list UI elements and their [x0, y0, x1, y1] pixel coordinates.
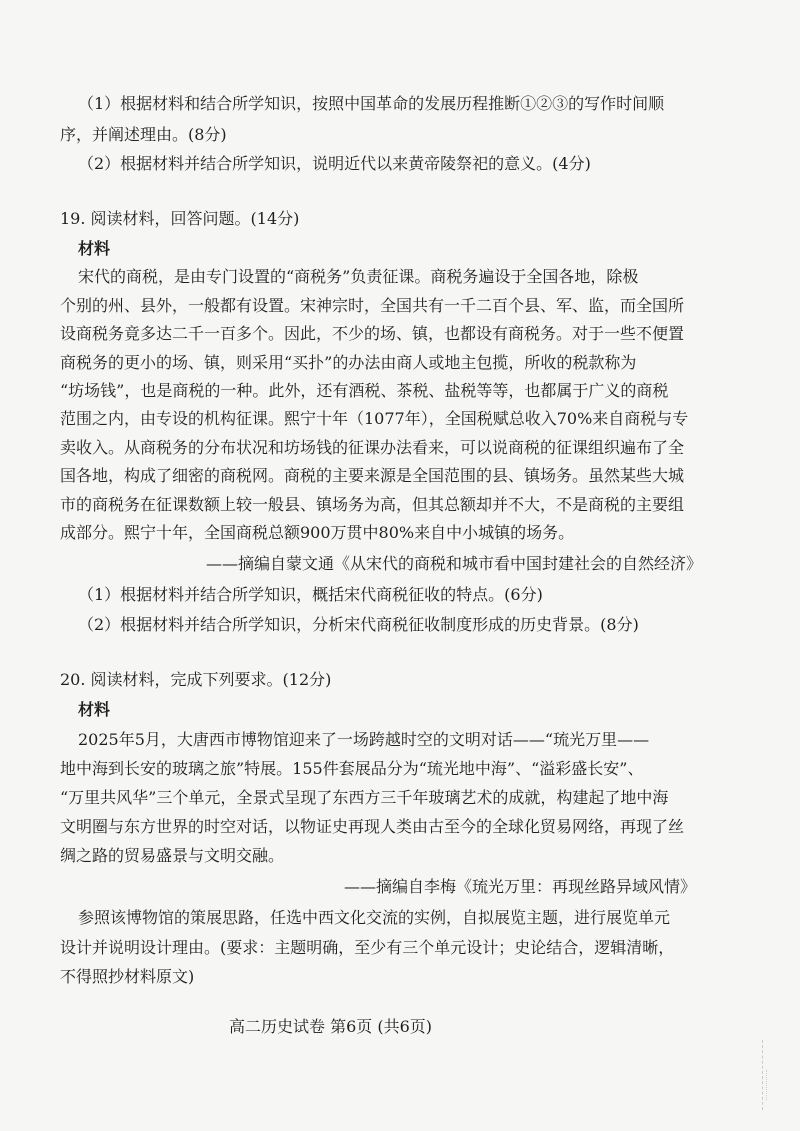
- q18-sub2: （2）根据材料并结合所学知识，说明近代以来黄帝陵祭祀的意义。(4分): [78, 154, 591, 173]
- q19-material-line: 市的商税务在征课数额上较一般县、镇场务为高，但其总额却并不大，不是商税的主要组: [60, 495, 685, 514]
- q20-source: ——摘编自李梅《琉光万里：再现丝路异域风情》: [344, 877, 697, 896]
- q20-task-line: 参照该博物馆的策展思路，任选中西文化交流的实例，自拟展览主题，进行展览单元: [78, 908, 671, 927]
- page-footer: 高二历史试卷 第6页 (共6页): [229, 1017, 433, 1036]
- q19-material-line: 成部分。熙宁十年，全国商税总额900万贯中80%来自中小城镇的场务。: [60, 523, 575, 542]
- q19-material-line: “坊场钱”，也是商税的一种。此外，还有酒税、茶税、盐税等等，也都属于广义的商税: [60, 381, 669, 400]
- q19-heading: 19. 阅读材料，回答问题。(14分): [60, 209, 300, 228]
- q20-material-line: 绸之路的贸易盛景与文明交融。: [60, 846, 285, 865]
- q20-material-line: 文明圈与东方世界的时空对话，以物证史再现人类由古至今的全球化贸易网络，再现了丝: [60, 817, 685, 836]
- binding-edge-mark: [766, 1070, 767, 1100]
- q20-task-line: 设计并说明设计理由。(要求：主题明确，至少有三个单元设计；史论结合，逻辑清晰，: [60, 938, 675, 957]
- q19-material-line: 宋代的商税，是由专门设置的“商税务”负责征课。商税务遍设于全国各地，除极: [78, 267, 639, 286]
- binding-edge-mark: [762, 1040, 763, 1110]
- q20-material-line: 2025年5月，大唐西市博物馆迎来了一场跨越时空的文明对话——“琉光万里——: [78, 730, 650, 749]
- q19-sub1: （1）根据材料并结合所学知识，概括宋代商税征收的特点。(6分): [78, 585, 543, 604]
- q19-sub2: （2）根据材料并结合所学知识，分析宋代商税征收制度形成的历史背景。(8分): [78, 615, 639, 634]
- q19-source: ——摘编自蒙文通《从宋代的商税和城市看中国封建社会的自然经济》: [206, 554, 703, 573]
- q18-sub1-line2: 序，并阐述理由。(8分): [60, 125, 227, 144]
- q19-material-line: 设商税务竟多达二千一百多个。因此，不少的场、镇，也都设有商税务。对于一些不便置: [60, 324, 685, 343]
- q19-material-line: 范围之内，由专设的机构征课。熙宁十年（1077年），全国税赋总收入70%来自商税与专: [60, 409, 689, 428]
- q19-material-line: 个别的州、县外，一般都有设置。宋神宗时，全国共有一千二百个县、军、监，而全国所: [60, 296, 685, 315]
- q20-material-line: “万里共风华”三个单元，全景式呈现了东西方三千年玻璃艺术的成就，构建起了地中海: [60, 788, 669, 807]
- q19-material-label: 材料: [78, 239, 111, 258]
- q20-heading: 20. 阅读材料，完成下列要求。(12分): [60, 670, 332, 689]
- q20-material-line: 地中海到长安的玻璃之旅”特展。155件套展品分为“琉光地中海”、“溢彩盛长安”、: [60, 759, 644, 778]
- q20-task-line: 不得照抄材料原文): [60, 967, 195, 986]
- q19-material-line: 国各地，构成了细密的商税网。商税的主要来源是全国范围的县、镇场务。虽然某些大城: [60, 466, 685, 485]
- q20-material-label: 材料: [78, 700, 111, 719]
- q18-sub1-line1: （1）根据材料和结合所学知识，按照中国革命的发展历程推断①②③的写作时间顺: [78, 94, 665, 113]
- q19-material-line: 商税务的更小的场、镇，则采用“买扑”的办法由商人或地主包揽，所收的税款称为: [60, 353, 637, 372]
- q19-material-line: 卖收入。从商税务的分布状况和坊场钱的征课办法看来，可以说商税的征课组织遍布了全: [60, 438, 685, 457]
